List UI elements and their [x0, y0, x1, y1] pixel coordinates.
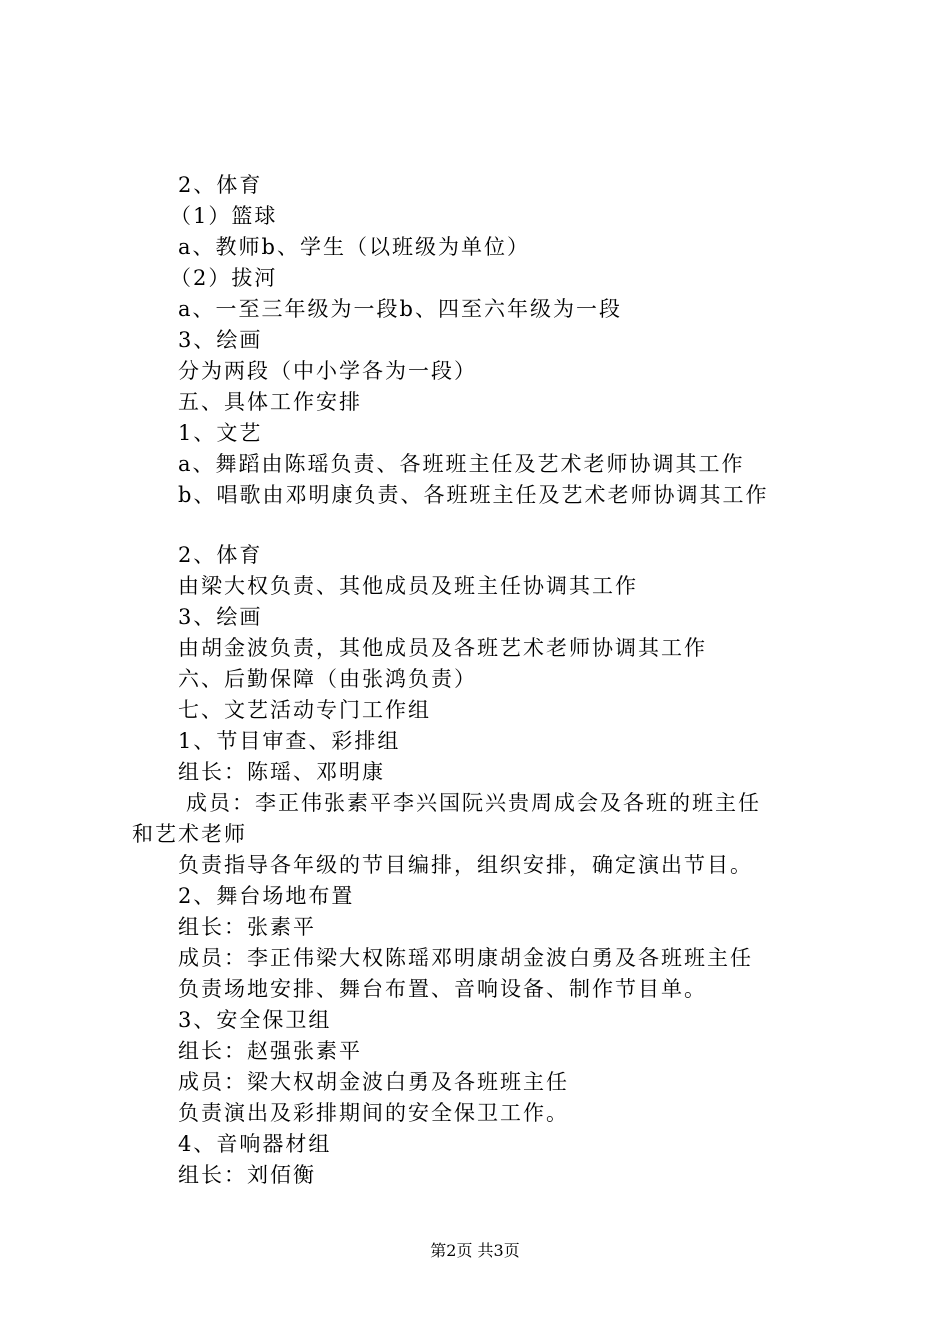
text-line: 负责场地安排、舞台布置、音响设备、制作节目单。	[178, 977, 707, 1001]
section-heading: 2、舞台场地布置	[178, 884, 355, 908]
chapter-heading: 五、具体工作安排	[178, 390, 362, 414]
section-heading: 2、体育	[178, 173, 263, 197]
section-heading: 1、节目审查、彩排组	[178, 729, 401, 753]
document-body	[0, 170, 950, 1191]
text-line: 组长：刘佰衡	[178, 1163, 316, 1187]
text-line: 负责指导各年级的节目编排，组织安排，确定演出节目。	[178, 853, 753, 877]
page-number-footer: 第2页 共3页	[430, 1241, 520, 1260]
subsection-heading: （1）篮球	[170, 204, 278, 228]
section-heading: 3、绘画	[178, 328, 263, 352]
text-line: 由梁大权负责、其他成员及班主任协调其工作	[178, 574, 638, 598]
section-heading: 4、音响器材组	[178, 1132, 332, 1156]
section-heading: 3、绘画	[178, 605, 263, 629]
text-line: 和艺术老师	[132, 822, 247, 846]
chapter-heading: 六、后勤保障（由张鸿负责）	[178, 667, 477, 691]
text-line: 组长：张素平	[178, 915, 316, 939]
text-line: 分为两段（中小学各为一段）	[178, 359, 477, 383]
text-line: a、一至三年级为一段b、四至六年级为一段	[178, 297, 622, 321]
text-line: 负责演出及彩排期间的安全保卫工作。	[178, 1101, 569, 1125]
text-line: 成员：梁大权胡金波白勇及各班班主任	[178, 1070, 569, 1094]
chapter-heading: 七、文艺活动专门工作组	[178, 698, 431, 722]
text-line: 成员：李正伟张素平李兴国阮兴贵周成会及各班的班主任	[186, 791, 761, 815]
section-heading: 1、文艺	[178, 421, 263, 445]
section-heading: 2、体育	[178, 543, 263, 567]
text-line: 组长：陈瑶、邓明康	[178, 760, 385, 784]
text-line: a、舞蹈由陈瑶负责、各班班主任及艺术老师协调其工作	[178, 452, 745, 476]
text-line: 组长：赵强张素平	[178, 1039, 362, 1063]
blank-line	[0, 511, 950, 540]
subsection-heading: （2）拔河	[170, 266, 278, 290]
text-line: 成员：李正伟梁大权陈瑶邓明康胡金波白勇及各班班主任	[178, 946, 753, 970]
text-line: b、唱歌由邓明康负责、各班班主任及艺术老师协调其工作	[178, 483, 769, 507]
section-heading: 3、安全保卫组	[178, 1008, 332, 1032]
text-line: 由胡金波负责，其他成员及各班艺术老师协调其工作	[178, 636, 707, 660]
text-line: a、教师b、学生（以班级为单位）	[178, 235, 530, 259]
